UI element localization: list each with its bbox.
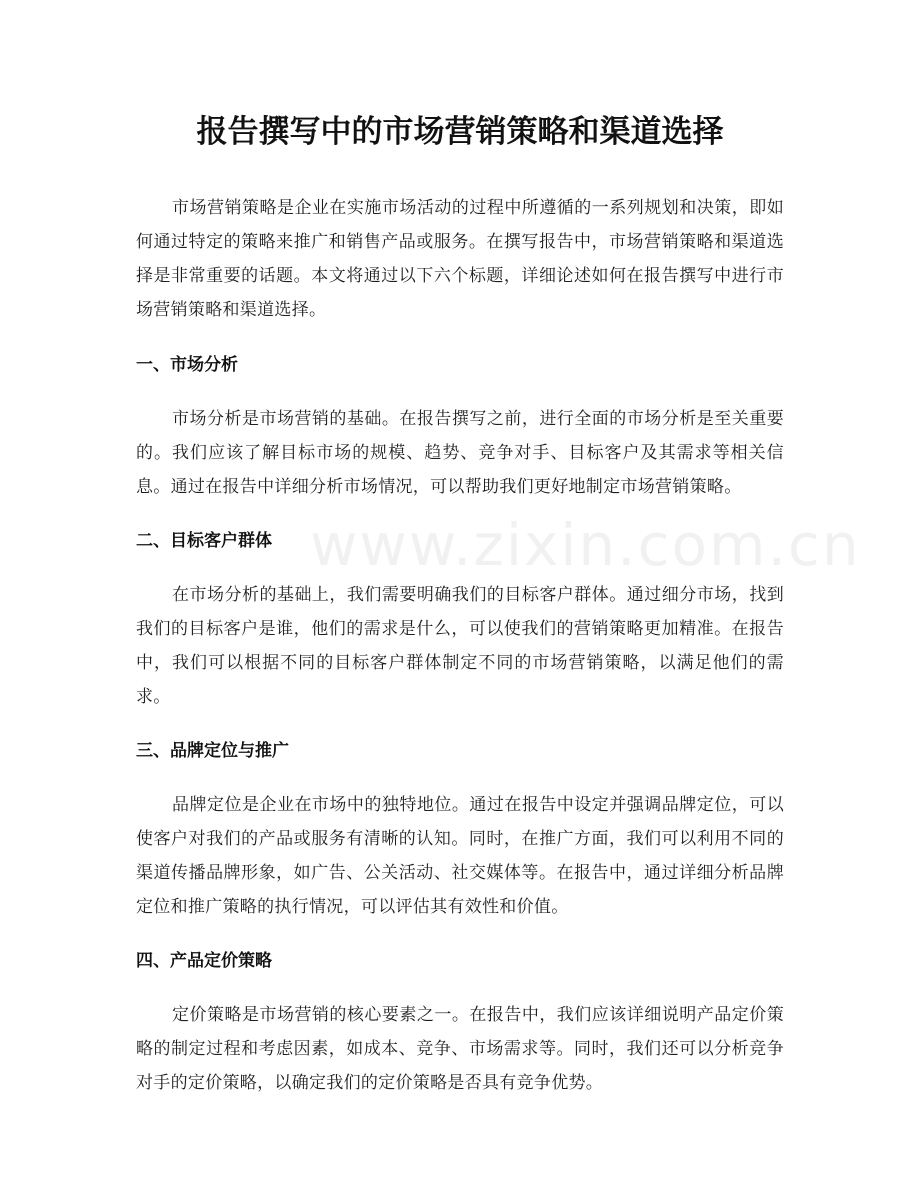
section-heading-target-customers: 二、目标客户群体 — [136, 531, 272, 551]
section-heading-pricing-strategy: 四、产品定价策略 — [136, 951, 272, 971]
section-body-target-customers: 在市场分析的基础上，我们需要明确我们的目标客户群体。通过细分市场，找到我们的目标客户是谁，他们的需求是什么，可以使我们的营销策略更加精准。在报告中，我们可以根据不同的目标客户群体制定不同的市场营销策略，以满足他们的需求。 — [136, 585, 784, 707]
section-body-pricing-strategy: 定价策略是市场营销的核心要素之一。在报告中，我们应该详细说明产品定价策略的制定过程和考虑因素，如成本、竞争、市场需求等。同时，我们还可以分析竞争对手的定价策略，以确定我们的定价策略是否具有竞争优势。 — [136, 1005, 784, 1093]
section-heading-market-analysis: 一、市场分析 — [136, 355, 238, 375]
page-title: 报告撰写中的市场营销策略和渠道选择 — [196, 114, 724, 150]
section-heading-brand-positioning: 三、品牌定位与推广 — [136, 741, 289, 761]
watermark-text: www.zixin.com.cn — [310, 511, 861, 579]
intro-paragraph: 市场营销策略是企业在实施市场活动的过程中所遵循的一系列规划和决策，即如何通过特定的策略来推广和销售产品或服务。在撰写报告中，市场营销策略和渠道选择是非常重要的话题。本文将通过以下六个标题，详细论述如何在报告撰写中进行市场营销策略和渠道选择。 — [136, 198, 784, 320]
section-body-market-analysis: 市场分析是市场营销的基础。在报告撰写之前，进行全面的市场分析是至关重要的。我们应该了解目标市场的规模、趋势、竞争对手、目标客户及其需求等相关信息。通过在报告中详细分析市场情况，可以帮助我们更好地制定市场营销策略。 — [136, 409, 784, 497]
section-body-brand-positioning: 品牌定位是企业在市场中的独特地位。通过在报告中设定并强调品牌定位，可以使客户对我们的产品或服务有清晰的认知。同时，在推广方面，我们可以利用不同的渠道传播品牌形象，如广告、公关活动、社交媒体等。在报告中，通过详细分析品牌定位和推广策略的执行情况，可以评估其有效性和价值。 — [136, 795, 784, 917]
